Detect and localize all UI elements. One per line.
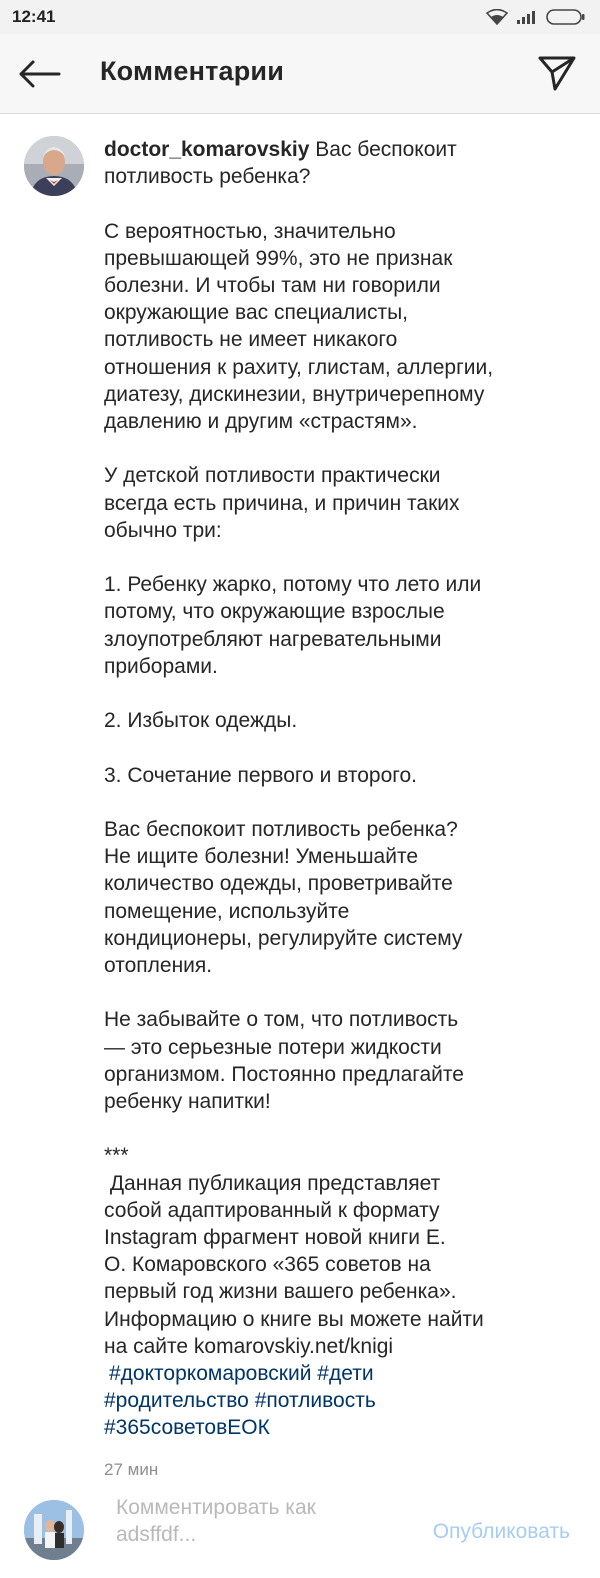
share-button[interactable] (534, 50, 580, 96)
wifi-icon (486, 9, 508, 25)
hashtag-link[interactable]: #потливость (254, 1389, 376, 1413)
comment-line: кондиционеры, регулируйте систему (104, 926, 463, 950)
avatar[interactable] (24, 136, 84, 196)
comment-line: С вероятностью, значительно (104, 219, 396, 243)
comment-line: болезни. И чтобы там ни говорили (104, 274, 441, 297)
page-title: Комментарии (100, 56, 285, 86)
comment-line: О. Комаровского «365 советов на (104, 1253, 431, 1277)
comment-line: количество одежды, проветривайте (104, 872, 453, 896)
battery-icon (546, 8, 586, 26)
comment-line: Не забывайте о том, что потливость (104, 1008, 459, 1032)
hashtag-line (104, 1414, 544, 1441)
comment-line: давлению и другим «страстям». (104, 410, 418, 434)
comment-line: организмом. Постоянно предлагайте (104, 1062, 464, 1086)
comment-line: Данная публикация представляет (104, 1171, 441, 1195)
comment-line: приборами. (104, 654, 218, 678)
comment-line: потливость ребенка? (104, 165, 311, 189)
comment-line: 3. Сочетание первого и второго. (104, 763, 417, 787)
comment-line: всегда есть причина, и причин таких (104, 491, 460, 515)
comment-line: потливость не имеет никакого (104, 328, 398, 352)
comment-line: ребенку напитки! (104, 1090, 271, 1113)
hashtag-link[interactable]: #365советовЕОК (104, 1416, 270, 1440)
comment-composer (0, 1488, 600, 1578)
comment-input[interactable] (116, 1494, 396, 1556)
comment-line: помещение, используйте (104, 899, 350, 923)
paper-plane-icon (537, 54, 577, 92)
comment-username[interactable]: doctor_komarovskiy (104, 138, 310, 161)
publish-button[interactable]: Опубликовать (432, 1520, 570, 1543)
comment-line: — это серьезные потери жидкости (104, 1035, 442, 1059)
comment-line: Instagram фрагмент новой книги Е. (104, 1226, 446, 1249)
comment-separator: *** (104, 1144, 129, 1168)
comment-text (104, 136, 544, 1483)
hashtag-link[interactable]: #дети (317, 1362, 374, 1386)
comment-line: собой адаптированный к формату (104, 1198, 440, 1222)
comment-first-line (104, 136, 544, 163)
user-photo-icon (24, 1500, 84, 1560)
hashtag-line (104, 1387, 544, 1414)
signal-icon (516, 9, 538, 25)
comment-line: окружающие вас специалисты, (104, 301, 408, 325)
comment-line: превышающей 99%, это не признак (104, 246, 453, 270)
arrow-left-icon (17, 59, 61, 89)
user-photo-icon (24, 136, 84, 196)
hashtag-line (104, 1360, 544, 1387)
status-bar (0, 0, 600, 34)
status-time: 12:41 (12, 7, 56, 26)
comment-line: 1. Ребенку жарко, потому что лето или (104, 573, 482, 597)
comment-line: Информацию о книге вы можете найти (104, 1307, 484, 1331)
comment-line: Вас беспокоит (315, 138, 457, 161)
comment-line: на сайте komarovskiy.net/knigi (104, 1334, 394, 1358)
status-icons (486, 8, 586, 26)
comment-timestamp: 27 мин (104, 1459, 159, 1479)
comment-line: отношения к рахиту, глистам, аллергии, (104, 355, 494, 379)
hashtag-link[interactable]: #докторкомаровский (109, 1362, 312, 1386)
comment-line: У детской потливости практически (104, 464, 441, 488)
comment-line: Не ищите болезни! Уменьшайте (104, 845, 419, 869)
comment-line: злоупотребляют нагревательными (104, 627, 442, 651)
hashtag-link[interactable]: #родительство (104, 1389, 249, 1413)
comment-line: потому, что окружающие взрослые (104, 600, 445, 624)
comment-line: Вас беспокоит потливость ребенка? (104, 817, 458, 841)
avatar (24, 1500, 84, 1560)
comment-line: отопления. (104, 954, 213, 977)
comment-line: 2. Избыток одежды. (104, 709, 298, 733)
comment-line: диатезу, дискинезии, внутричерепному (104, 382, 485, 406)
comment-line: первый год жизни вашего ребенка». (104, 1280, 457, 1304)
back-button[interactable] (16, 52, 62, 96)
comment-line: обычно три: (104, 518, 222, 542)
header-bar (0, 34, 600, 114)
